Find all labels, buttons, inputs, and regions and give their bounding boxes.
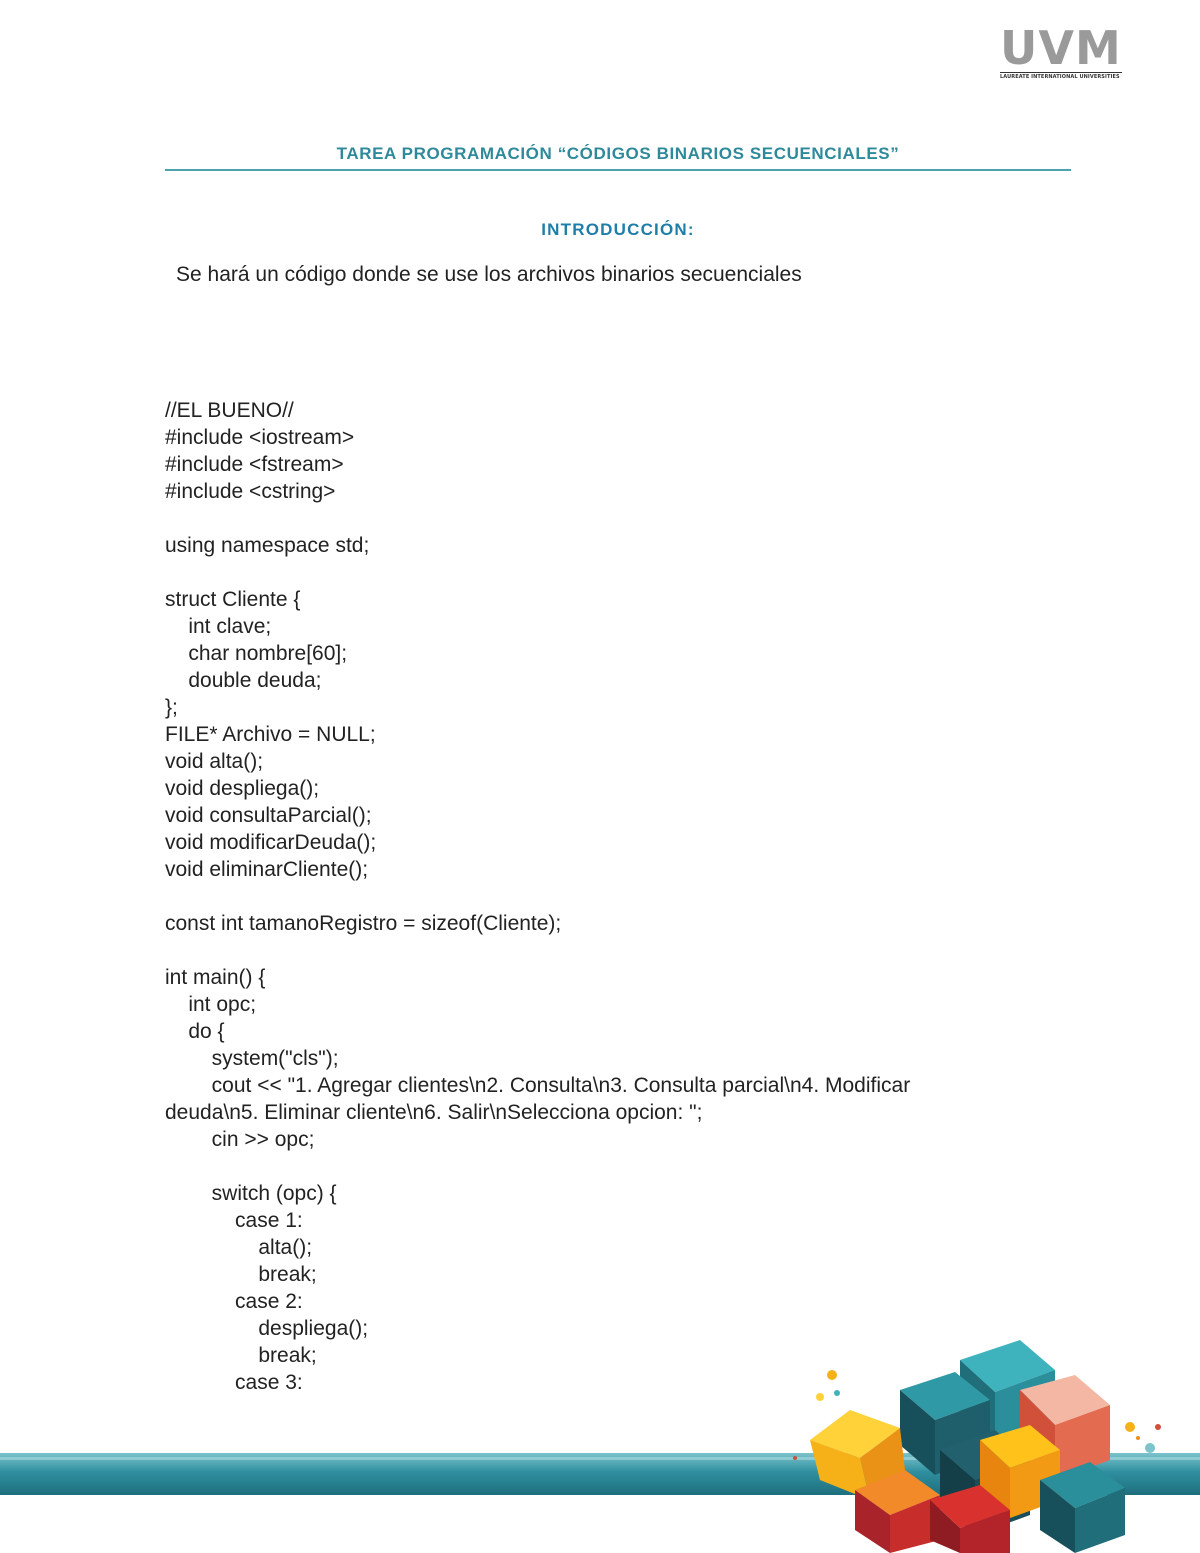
code-line: int opc; — [165, 993, 257, 1016]
document-title: TAREA PROGRAMACIÓN “CÓDIGOS BINARIOS SECUENCIALES” — [336, 144, 900, 163]
code-line: int clave; — [165, 615, 272, 638]
code-line: do { — [165, 1020, 225, 1043]
code-line: deuda\n5. Eliminar cliente\n6. Salir\nSelecciona opcion: "; — [165, 1101, 703, 1124]
code-line: //EL BUENO// — [165, 399, 294, 422]
code-line: break; — [165, 1344, 317, 1367]
uvm-logo — [1000, 21, 1122, 80]
code-line: system("cls"); — [165, 1047, 339, 1070]
code-line: despliega(); — [165, 1317, 369, 1340]
code-line: struct Cliente { — [165, 588, 301, 611]
code-line: case 2: — [165, 1290, 303, 1313]
code-line: void modificarDeuda(); — [165, 831, 377, 854]
code-line: cout << "1. Agregar clientes\n2. Consulta\n3. Consulta parcial\n4. Modificar — [165, 1074, 911, 1097]
logo-tagline: LAUREATE INTERNATIONAL UNIVERSITIES — [1000, 72, 1122, 80]
code-line — [165, 1153, 1025, 1180]
code-line: double deuda; — [165, 669, 322, 692]
code-line: char nombre[60]; — [165, 642, 348, 665]
code-line: void despliega(); — [165, 777, 320, 800]
code-line: #include <iostream> — [165, 426, 355, 449]
code-line — [165, 559, 1025, 586]
code-line: FILE* Archivo = NULL; — [165, 723, 376, 746]
intro-heading: INTRODUCCIÓN: — [541, 220, 695, 239]
code-line — [165, 883, 1025, 910]
intro-paragraph: Se hará un código donde se use los archivos binarios secuenciales — [176, 263, 802, 286]
code-line: case 3: — [165, 1371, 303, 1394]
code-line: #include <cstring> — [165, 480, 336, 503]
code-line: break; — [165, 1263, 317, 1286]
code-line: cin >> opc; — [165, 1128, 315, 1151]
code-line: int main() { — [165, 966, 266, 989]
code-line: #include <fstream> — [165, 453, 344, 476]
code-line: }; — [165, 696, 178, 719]
code-line: using namespace std; — [165, 534, 370, 557]
code-line: const int tamanoRegistro = sizeof(Cliente); — [165, 912, 562, 935]
code-block — [165, 397, 1025, 1396]
title-divider — [165, 169, 1071, 171]
decorative-cubes — [780, 1330, 1200, 1553]
code-line: switch (opc) { — [165, 1182, 337, 1205]
code-line — [165, 937, 1025, 964]
code-line: void eliminarCliente(); — [165, 858, 369, 881]
code-line: case 1: — [165, 1209, 303, 1232]
logo-wordmark: UVM — [1000, 21, 1122, 75]
code-line: void consultaParcial(); — [165, 804, 372, 827]
code-line: alta(); — [165, 1236, 313, 1259]
code-line — [165, 505, 1025, 532]
code-line: void alta(); — [165, 750, 264, 773]
